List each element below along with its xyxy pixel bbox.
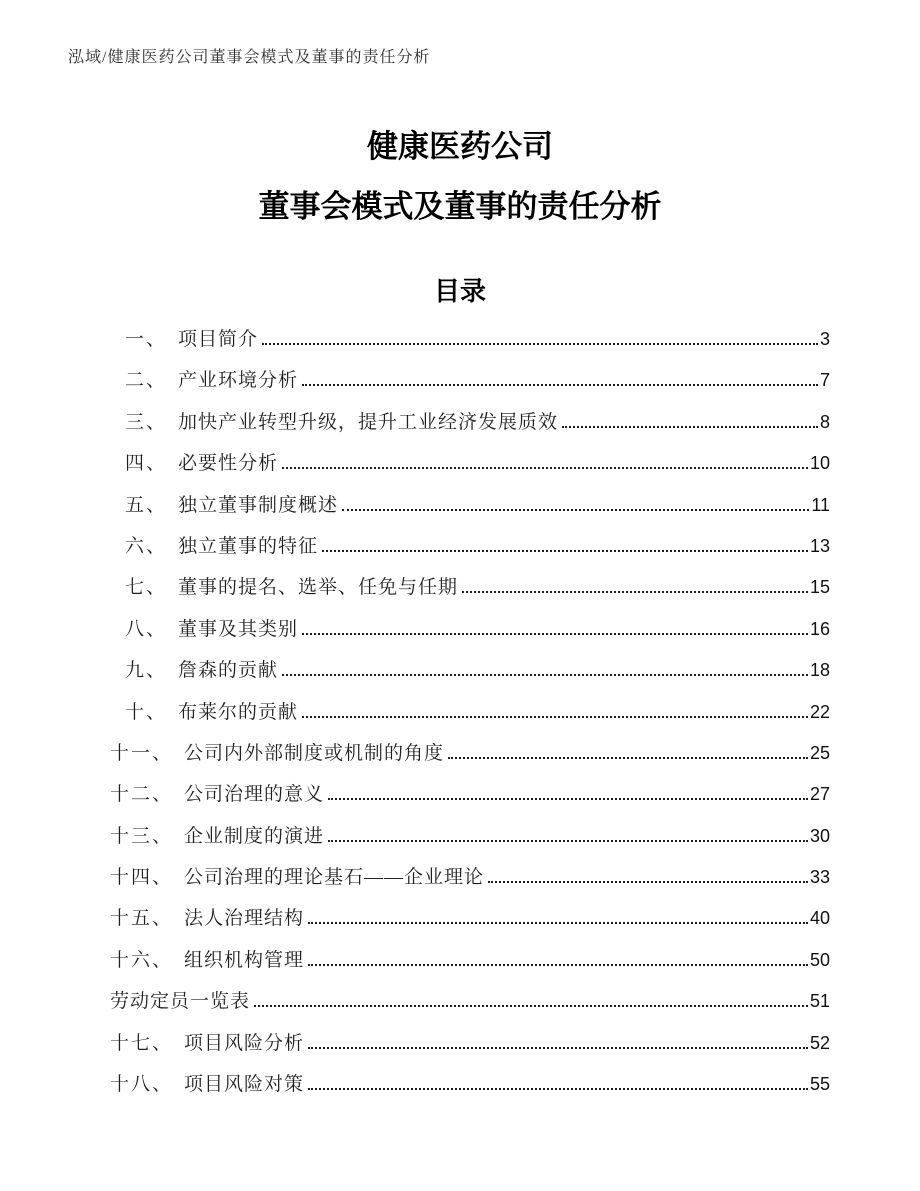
toc-entry[interactable] [110, 940, 830, 981]
toc-entry-title: 项目风险对策 [184, 1074, 305, 1096]
toc-entry-number: 五、 [125, 494, 168, 516]
toc-entry-title: 公司治理的理论基石——企业理论 [184, 867, 485, 889]
toc-entry[interactable] [110, 567, 830, 608]
dot-leader [308, 1088, 808, 1090]
toc-entry-title: 董事及其类别 [178, 618, 299, 640]
toc-entry-title: 组织机构管理 [184, 949, 305, 971]
dot-leader [254, 1005, 808, 1007]
toc-entry-number: 十四、 [110, 867, 174, 889]
toc-entry[interactable] [110, 981, 830, 1022]
toc-entry-number: 七、 [125, 577, 168, 599]
toc-entry-title: 布莱尔的贡献 [178, 701, 299, 723]
toc-entry-number: 一、 [125, 329, 168, 350]
toc-entry[interactable] [110, 609, 830, 650]
toc-entry[interactable] [110, 650, 830, 691]
document-header-text: 泓域/健康医药公司董事会模式及董事的责任分析 [68, 49, 431, 66]
dot-leader [262, 343, 818, 345]
toc-entry-page-number: 16 [809, 618, 830, 639]
dot-leader [308, 922, 808, 924]
toc-entry-title: 公司内外部制度或机制的角度 [184, 742, 445, 764]
toc-entry[interactable] [110, 857, 830, 898]
toc-entry-page-number: 55 [809, 1074, 830, 1095]
toc-entry-page-number: 3 [819, 329, 830, 349]
toc-entry-title: 企业制度的演进 [184, 825, 325, 847]
toc-entry[interactable] [110, 898, 830, 939]
toc-entry-number: 十八、 [110, 1074, 174, 1096]
dot-leader [462, 591, 808, 593]
toc-entry-number: 六、 [125, 535, 168, 557]
toc-entry-title: 法人治理结构 [184, 908, 305, 930]
toc-entry[interactable] [110, 774, 830, 815]
toc-entry-title: 加快产业转型升级，提升工业经济发展质效 [178, 411, 559, 433]
toc-entry-page-number: 13 [809, 535, 830, 556]
toc-entry[interactable] [110, 692, 830, 733]
toc-entry[interactable] [110, 402, 830, 443]
toc-entry-number: 八、 [125, 618, 168, 640]
toc-list [110, 319, 830, 1105]
toc-entry-title: 詹森的贡献 [178, 660, 279, 682]
toc-entry[interactable] [110, 1064, 830, 1105]
dot-leader [328, 840, 808, 842]
toc-entry-number: 十七、 [110, 1032, 174, 1054]
toc-entry-number: 三、 [125, 411, 168, 433]
document-title-line2: 董事会模式及董事的责任分析 [258, 189, 662, 224]
toc-entry-title: 劳动定员一览表 [110, 991, 251, 1013]
toc-entry-title: 董事的提名、选举、任免与任期 [178, 577, 459, 599]
toc-entry-number: 四、 [125, 453, 168, 475]
toc-entry-title: 公司治理的意义 [184, 784, 325, 806]
toc-entry-number: 十五、 [110, 908, 174, 930]
toc-entry[interactable] [110, 816, 830, 857]
dot-leader [302, 384, 818, 386]
toc-entry-page-number: 30 [809, 825, 830, 846]
dot-leader [308, 1047, 808, 1049]
toc-entry-page-number: 7 [819, 370, 830, 391]
toc-entry-page-number: 8 [819, 411, 830, 432]
dot-leader [562, 426, 818, 428]
toc-entry[interactable] [110, 1023, 830, 1064]
toc-entry-title: 项目简介 [178, 329, 259, 350]
toc-entry-page-number: 18 [809, 660, 830, 681]
dot-leader [448, 757, 808, 759]
toc-entry-number: 九、 [125, 660, 168, 682]
toc-entry-page-number: 15 [809, 577, 830, 598]
dot-leader [308, 964, 808, 966]
dot-leader [302, 633, 808, 635]
toc-entry[interactable] [110, 360, 830, 401]
toc-entry-number: 十、 [125, 701, 168, 723]
toc-entry-page-number: 11 [811, 494, 830, 515]
toc-entry[interactable] [110, 485, 830, 526]
dot-leader [342, 509, 809, 511]
dot-leader [302, 716, 808, 718]
toc-entry[interactable] [110, 526, 830, 567]
toc-entry-title: 项目风险分析 [184, 1032, 305, 1054]
toc-entry-title: 必要性分析 [178, 453, 279, 475]
toc-entry-page-number: 22 [809, 701, 830, 722]
toc-entry[interactable] [110, 443, 830, 484]
toc-entry-page-number: 10 [809, 453, 830, 474]
toc-entry-page-number: 52 [809, 1032, 830, 1053]
toc-entry[interactable] [110, 319, 830, 360]
toc-entry-number: 十一、 [110, 742, 174, 764]
toc-entry-page-number: 51 [809, 991, 830, 1012]
toc-entry-page-number: 40 [809, 908, 830, 929]
dot-leader [282, 467, 808, 469]
dot-leader [282, 674, 808, 676]
toc-entry-number: 十三、 [110, 825, 174, 847]
toc-entry-page-number: 50 [809, 949, 830, 970]
document-title-line1: 健康医药公司 [367, 129, 553, 164]
toc-entry-title: 独立董事的特征 [178, 535, 319, 557]
toc-entry-page-number: 27 [809, 784, 830, 805]
toc-entry-number: 二、 [125, 370, 168, 392]
toc-entry-title: 独立董事制度概述 [178, 494, 339, 516]
dot-leader [328, 798, 808, 800]
toc-entry-page-number: 25 [809, 742, 830, 763]
toc-entry-page-number: 33 [809, 867, 830, 888]
toc-entry-title: 产业环境分析 [178, 370, 299, 392]
dot-leader [488, 881, 808, 883]
toc-heading: 目录 [433, 276, 486, 306]
toc-entry-number: 十二、 [110, 784, 174, 806]
toc-entry[interactable] [110, 733, 830, 774]
toc-entry-number: 十六、 [110, 949, 174, 971]
dot-leader [322, 550, 808, 552]
